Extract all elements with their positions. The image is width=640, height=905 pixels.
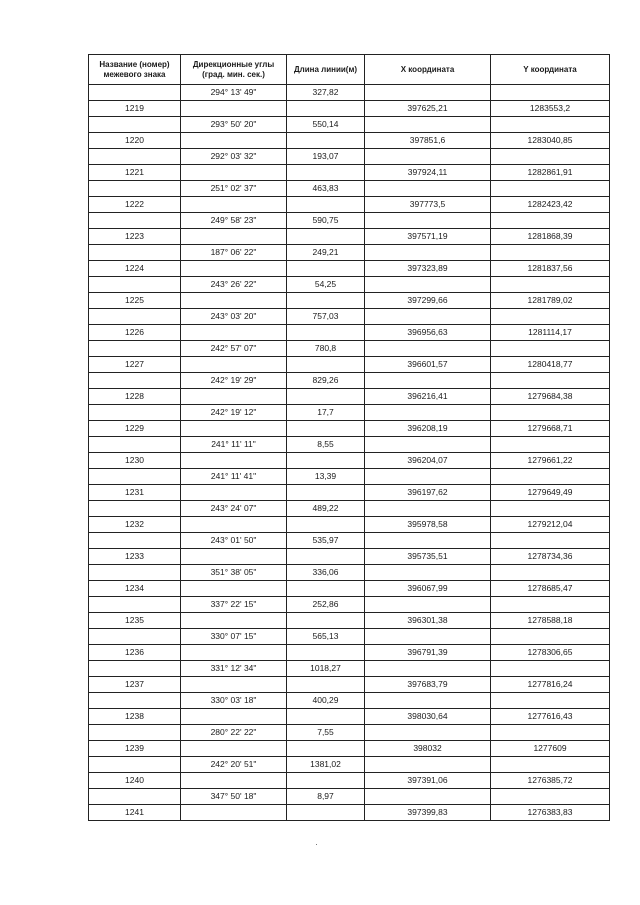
segment-angle: 351° 38' 05": [181, 565, 287, 581]
point-x: 397773,5: [365, 197, 491, 213]
segment-angle: 292° 03' 32": [181, 149, 287, 165]
segment-angle: 242° 19' 12": [181, 405, 287, 421]
segment-row: [89, 629, 610, 645]
segment-length: 252,86: [287, 597, 365, 613]
header-x: X координата: [365, 55, 491, 85]
point-y: 1279684,38: [491, 389, 610, 405]
segment-row: [89, 501, 610, 517]
segment-angle: 242° 20' 51": [181, 757, 287, 773]
segment-length: 590,75: [287, 213, 365, 229]
segment-length: 327,82: [287, 85, 365, 101]
header-length: Длина линии(м): [287, 55, 365, 85]
segment-length: 757,03: [287, 309, 365, 325]
point-name: 1233: [89, 549, 181, 565]
segment-length: 565,13: [287, 629, 365, 645]
segment-row: [89, 373, 610, 389]
segment-angle: 330° 03' 18": [181, 693, 287, 709]
point-x: 397571,19: [365, 229, 491, 245]
segment-length: 249,21: [287, 245, 365, 261]
segment-length: 550,14: [287, 117, 365, 133]
segment-angle: 330° 07' 15": [181, 629, 287, 645]
segment-row: [89, 725, 610, 741]
point-row: [89, 197, 610, 213]
segment-length: 17,7: [287, 405, 365, 421]
point-row: [89, 325, 610, 341]
point-x: 396197,62: [365, 485, 491, 501]
point-row: [89, 645, 610, 661]
segment-angle: 243° 01' 50": [181, 533, 287, 549]
point-name: 1236: [89, 645, 181, 661]
point-name: 1224: [89, 261, 181, 277]
header-angle: Дирекционные углы (град. мин. сек.): [181, 55, 287, 85]
segment-length: 535,97: [287, 533, 365, 549]
point-y: 1279212,04: [491, 517, 610, 533]
point-name: 1240: [89, 773, 181, 789]
point-row: [89, 517, 610, 533]
segment-angle: 251° 02' 37": [181, 181, 287, 197]
table-body: [89, 85, 610, 821]
point-x: 397299,66: [365, 293, 491, 309]
point-name: 1226: [89, 325, 181, 341]
point-x: 396791,39: [365, 645, 491, 661]
segment-row: [89, 437, 610, 453]
segment-angle: 242° 19' 29": [181, 373, 287, 389]
segment-length: 829,26: [287, 373, 365, 389]
boundary-coordinates-table: [88, 54, 610, 821]
point-y: 1278734,36: [491, 549, 610, 565]
point-x: 397323,89: [365, 261, 491, 277]
point-name: 1232: [89, 517, 181, 533]
point-y: 1282423,42: [491, 197, 610, 213]
point-row: [89, 741, 610, 757]
point-name: 1221: [89, 165, 181, 181]
point-name: 1237: [89, 677, 181, 693]
segment-row: [89, 341, 610, 357]
segment-row: [89, 149, 610, 165]
segment-row: [89, 789, 610, 805]
point-x: 396216,41: [365, 389, 491, 405]
point-name: 1220: [89, 133, 181, 149]
segment-row: [89, 277, 610, 293]
segment-row: [89, 469, 610, 485]
point-y: 1278306,65: [491, 645, 610, 661]
point-x: 397391,06: [365, 773, 491, 789]
point-x: 396067,99: [365, 581, 491, 597]
point-row: [89, 165, 610, 181]
segment-length: 193,07: [287, 149, 365, 165]
segment-row: [89, 661, 610, 677]
point-x: 396601,57: [365, 357, 491, 373]
segment-angle: 241° 11' 11": [181, 437, 287, 453]
segment-length: 8,97: [287, 789, 365, 805]
point-row: [89, 805, 610, 821]
segment-length: 463,83: [287, 181, 365, 197]
point-y: 1276385,72: [491, 773, 610, 789]
point-x: 396204,07: [365, 453, 491, 469]
point-y: 1283553,2: [491, 101, 610, 117]
point-name: 1227: [89, 357, 181, 373]
point-row: [89, 229, 610, 245]
segment-angle: 280° 22' 22": [181, 725, 287, 741]
point-row: [89, 101, 610, 117]
segment-row: [89, 405, 610, 421]
segment-row: [89, 245, 610, 261]
segment-length: 54,25: [287, 277, 365, 293]
point-name: 1234: [89, 581, 181, 597]
segment-angle: 294° 13' 49": [181, 85, 287, 101]
point-x: 396301,38: [365, 613, 491, 629]
point-y: 1282861,91: [491, 165, 610, 181]
point-y: 1278685,47: [491, 581, 610, 597]
point-row: [89, 581, 610, 597]
segment-row: [89, 213, 610, 229]
point-row: [89, 485, 610, 501]
point-y: 1276383,83: [491, 805, 610, 821]
segment-row: [89, 181, 610, 197]
point-row: [89, 261, 610, 277]
point-y: 1277609: [491, 741, 610, 757]
point-row: [89, 773, 610, 789]
scan-speck: [316, 844, 317, 845]
point-x: 397683,79: [365, 677, 491, 693]
point-y: 1283040,85: [491, 133, 610, 149]
segment-length: 400,29: [287, 693, 365, 709]
point-name: 1235: [89, 613, 181, 629]
segment-angle: 249° 58' 23": [181, 213, 287, 229]
segment-angle: 242° 57' 07": [181, 341, 287, 357]
point-y: 1281114,17: [491, 325, 610, 341]
segment-length: 1381,02: [287, 757, 365, 773]
segment-angle: 347° 50' 18": [181, 789, 287, 805]
point-name: 1225: [89, 293, 181, 309]
point-row: [89, 549, 610, 565]
point-x: 395735,51: [365, 549, 491, 565]
point-y: 1277616,43: [491, 709, 610, 725]
point-row: [89, 709, 610, 725]
segment-length: 1018,27: [287, 661, 365, 677]
segment-angle: 243° 26' 22": [181, 277, 287, 293]
table-header-row: [89, 55, 610, 85]
header-y: Y координата: [491, 55, 610, 85]
segment-length: 13,39: [287, 469, 365, 485]
segment-row: [89, 565, 610, 581]
point-x: 395978,58: [365, 517, 491, 533]
segment-row: [89, 597, 610, 613]
segment-length: 8,55: [287, 437, 365, 453]
point-y: 1279668,71: [491, 421, 610, 437]
point-x: 397851,6: [365, 133, 491, 149]
point-name: 1238: [89, 709, 181, 725]
point-y: 1279661,22: [491, 453, 610, 469]
point-name: 1229: [89, 421, 181, 437]
segment-angle: 337° 22' 15": [181, 597, 287, 613]
point-x: 397399,83: [365, 805, 491, 821]
segment-length: 336,06: [287, 565, 365, 581]
point-y: 1280418,77: [491, 357, 610, 373]
point-x: 397625,21: [365, 101, 491, 117]
point-name: 1228: [89, 389, 181, 405]
point-y: 1279649,49: [491, 485, 610, 501]
point-row: [89, 133, 610, 149]
point-x: 396956,63: [365, 325, 491, 341]
segment-angle: 243° 03' 20": [181, 309, 287, 325]
point-row: [89, 613, 610, 629]
point-y: 1278588,18: [491, 613, 610, 629]
point-y: 1281837,56: [491, 261, 610, 277]
segment-angle: 293° 50' 20": [181, 117, 287, 133]
point-row: [89, 389, 610, 405]
point-name: 1239: [89, 741, 181, 757]
point-y: 1277816,24: [491, 677, 610, 693]
header-name: Название (номер) межевого знака: [89, 55, 181, 85]
segment-row: [89, 693, 610, 709]
point-row: [89, 421, 610, 437]
segment-length: 489,22: [287, 501, 365, 517]
point-name: 1223: [89, 229, 181, 245]
segment-row: [89, 85, 610, 101]
point-name: 1222: [89, 197, 181, 213]
point-x: 396208,19: [365, 421, 491, 437]
segment-row: [89, 117, 610, 133]
point-row: [89, 357, 610, 373]
point-row: [89, 677, 610, 693]
segment-angle: 331° 12' 34": [181, 661, 287, 677]
segment-length: 7,55: [287, 725, 365, 741]
point-name: 1231: [89, 485, 181, 501]
segment-row: [89, 757, 610, 773]
point-name: 1219: [89, 101, 181, 117]
point-x: 397924,11: [365, 165, 491, 181]
point-row: [89, 293, 610, 309]
segment-row: [89, 533, 610, 549]
segment-length: 780,8: [287, 341, 365, 357]
point-name: 1230: [89, 453, 181, 469]
point-y: 1281868,39: [491, 229, 610, 245]
point-name: 1241: [89, 805, 181, 821]
segment-angle: 243° 24' 07": [181, 501, 287, 517]
point-x: 398032: [365, 741, 491, 757]
segment-angle: 187° 06' 22": [181, 245, 287, 261]
segment-angle: 241° 11' 41": [181, 469, 287, 485]
segment-row: [89, 309, 610, 325]
point-x: 398030,64: [365, 709, 491, 725]
point-y: 1281789,02: [491, 293, 610, 309]
point-row: [89, 453, 610, 469]
